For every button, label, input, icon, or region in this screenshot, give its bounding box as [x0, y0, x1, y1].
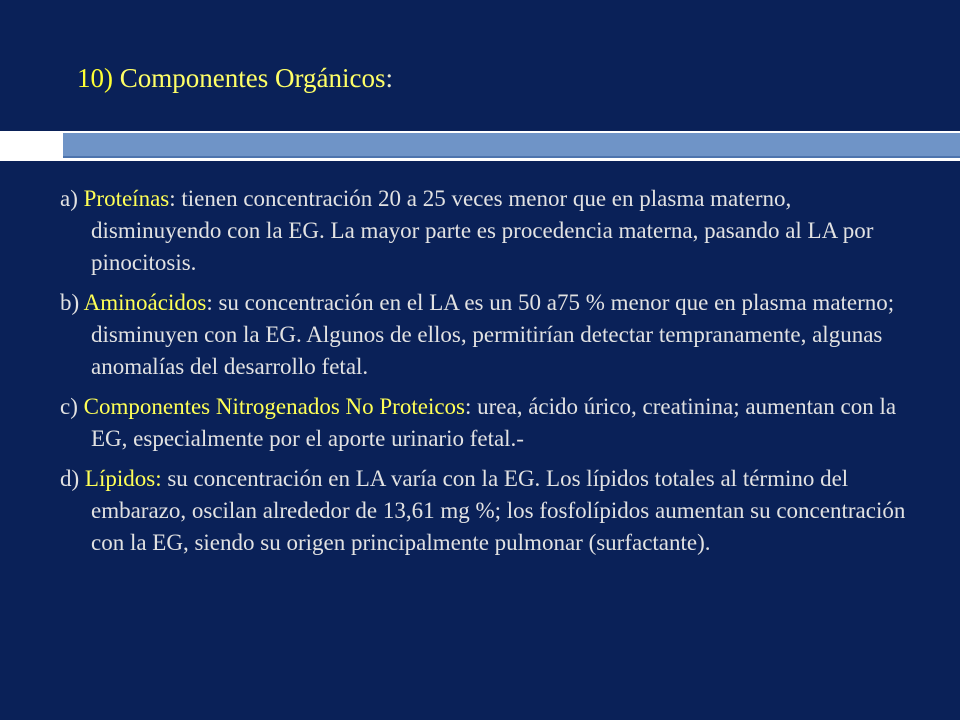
item-aminoacidos [60, 287, 920, 383]
item-separator: : [206, 290, 213, 315]
item-proteinas [60, 183, 920, 279]
item-separator: : [465, 394, 472, 419]
title-colon: : [385, 63, 393, 93]
item-text: su concentración en LA varía con la EG. Los lípidos totales al término del embarazo, oscilan alrededor de 13,61 mg %; los fosfolípidos aumentan su concentración con la EG, siendo su origen principalmente pulmonar (surfactante). [91, 466, 906, 555]
title-name: Componentes Orgánicos [119, 63, 386, 93]
item-term: Lípidos: [84, 466, 162, 491]
slide-body [60, 183, 920, 567]
item-text: su concentración en el LA es un 50 a75 % menor que en plasma materno; disminuyen con la EG. Algunos de ellos, permitirían detectar tempranamente, algunas anomalías del desarrollo fetal. [91, 290, 895, 379]
header-band-shadow [63, 156, 960, 158]
header-band-blue [63, 133, 960, 156]
item-letter: a) [60, 186, 78, 211]
item-separator: : [169, 186, 176, 211]
item-term: Proteínas [83, 186, 170, 211]
slide-title [77, 60, 393, 96]
item-letter: d) [60, 466, 80, 491]
item-letter: c) [60, 394, 78, 419]
item-letter: b) [60, 290, 80, 315]
item-text: tienen concentración 20 a 25 veces menor que en plasma materno, disminuyendo con la EG. La mayor parte es procedencia materna, pasando al LA por pinocitosis. [91, 186, 874, 275]
item-nitrogenados [60, 391, 920, 455]
item-term: Aminoácidos [83, 290, 207, 315]
item-lipidos [60, 463, 920, 559]
title-number: 10) [77, 63, 113, 93]
item-term: Componentes Nitrogenados No Proteicos [83, 394, 465, 419]
item-text: urea, ácido úrico, creatinina; aumentan con la EG, especialmente por el aporte urinario fetal.- [91, 394, 897, 451]
